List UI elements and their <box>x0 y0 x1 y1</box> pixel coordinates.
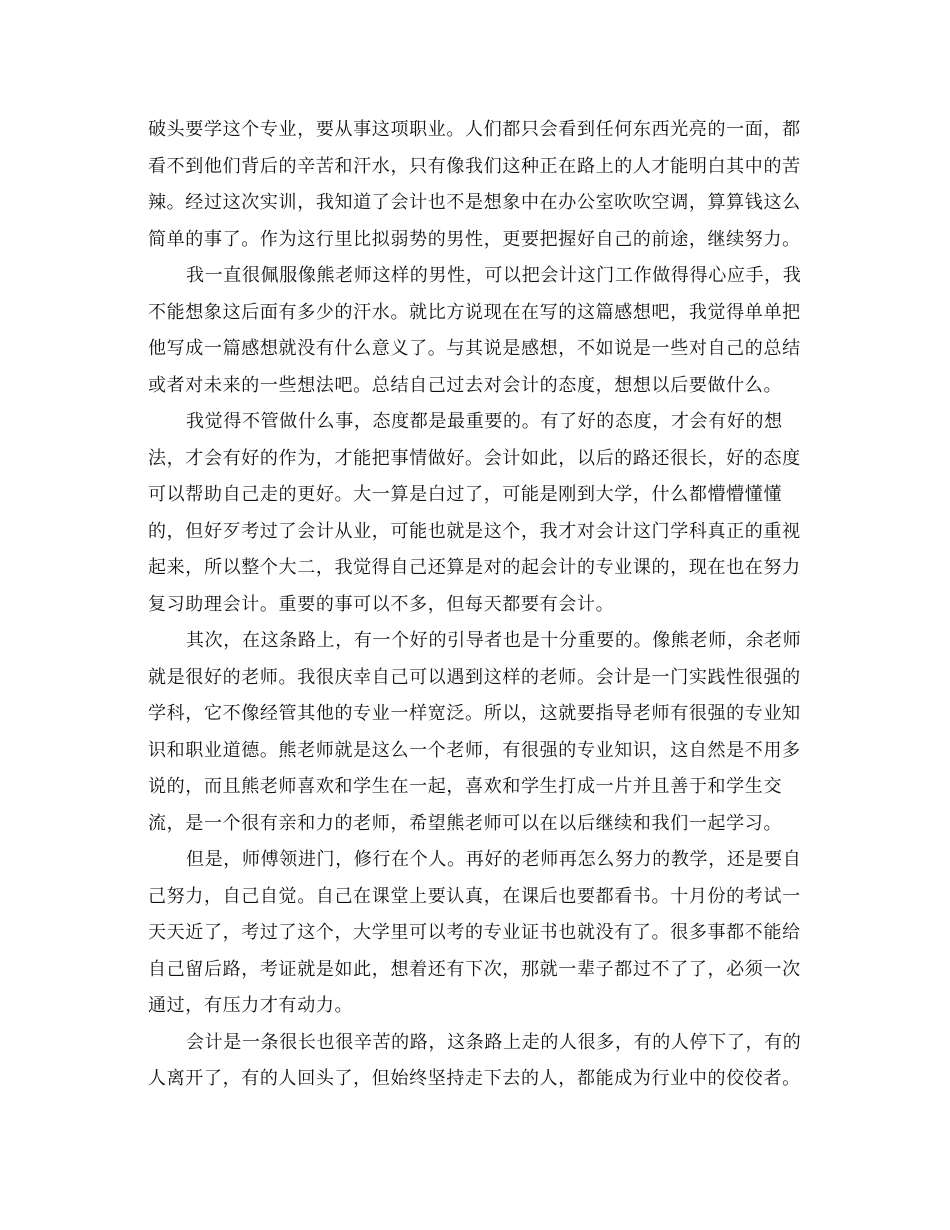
text-line: 天天近了，考过了这个，大学里可以考的专业证书也就没有了。很多事都不能给 <box>148 922 801 943</box>
text-line: 辣。经过这次实训，我知道了会计也不是想象中在办公室吹吹空调，算算钱这么 <box>148 192 801 213</box>
paragraph-6 <box>148 1025 802 1098</box>
text-line: 他写成一篇感想就没有什么意义了。与其说是感想，不如说是一些对自己的总结 <box>148 338 801 359</box>
text-line: 或者对未来的一些想法吧。总结自己过去对会计的态度，想想以后要做什么。 <box>148 374 783 396</box>
paragraph-4 <box>148 623 802 842</box>
text-line: 自己留后路，考证就是如此，想着还有下次，那就一辈子都过不了了，必须一次 <box>148 958 801 980</box>
text-line: 识和职业道德。熊老师就是这么一个老师，有很强的专业知识，这自然是不用多 <box>148 739 801 761</box>
text-line: 破头要学这个专业，要从事这项职业。人们都只会看到任何东西光亮的一面，都 <box>148 119 801 140</box>
text-line: 可以帮助自己走的更好。大一算是白过了，可能是刚到大学，什么都懵懵懂懂 <box>148 484 783 505</box>
paragraph-3 <box>148 404 802 623</box>
text-line: 法，才会有好的作为，才能把事情做好。会计如此，以后的路还很长，好的态度 <box>148 447 801 469</box>
text-line: 学科，它不像经管其他的专业一样宽泛。所以，这就要指导老师有很强的专业知 <box>148 703 801 724</box>
text-line: 起来，所以整个大二，我觉得自己还算是对的起会计的专业课的，现在也在努力 <box>148 557 801 578</box>
text-line: 但是，师傅领进门，修行在个人。再好的老师再怎么努力的教学，还是要自 <box>186 849 802 870</box>
document-body <box>148 112 802 1098</box>
paragraph-5 <box>148 842 802 1025</box>
paragraph-1 <box>148 112 802 258</box>
text-line: 不能想象这后面有多少的汗水。就比方说现在在写的这篇感想吧，我觉得单单把 <box>148 301 801 323</box>
text-line: 流，是一个很有亲和力的老师，希望熊老师可以在以后继续和我们一起学习。 <box>148 812 783 834</box>
text-line: 的，但好歹考过了会计从业，可能也就是这个，我才对会计这门学科真正的重视 <box>148 520 801 542</box>
text-line: 人离开了，有的人回头了，但始终坚持走下去的人，都能成为行业中的佼佼者。 <box>148 1068 801 1089</box>
text-line: 其次，在这条路上，有一个好的引导者也是十分重要的。像熊老师，余老师 <box>186 630 802 651</box>
text-line: 会计是一条很长也很辛苦的路，这条路上走的人很多，有的人停下了，有的 <box>186 1031 802 1053</box>
text-line: 看不到他们背后的辛苦和汗水，只有像我们这种正在路上的人才能明白其中的苦 <box>148 155 801 177</box>
text-line: 通过，有压力才有动力。 <box>148 995 354 1016</box>
text-line: 简单的事了。作为这行里比拟弱势的男性，更要把握好自己的前途，继续努力。 <box>148 228 801 250</box>
text-line: 就是很好的老师。我很庆幸自己可以遇到这样的老师。会计是一门实践性很强的 <box>148 666 801 688</box>
paragraph-2 <box>148 258 802 404</box>
text-line: 复习助理会计。重要的事可以不多，但每天都要有会计。 <box>148 593 615 615</box>
text-line: 我觉得不管做什么事，态度都是最重要的。有了好的态度，才会有好的想 <box>186 411 783 432</box>
text-line: 我一直很佩服像熊老师这样的男性，可以把会计这门工作做得得心应手，我 <box>186 265 802 286</box>
text-line: 说的，而且熊老师喜欢和学生在一起，喜欢和学生打成一片并且善于和学生交 <box>148 776 783 797</box>
text-line: 己努力，自己自觉。自己在课堂上要认真，在课后也要都看书。十月份的考试一 <box>148 885 801 907</box>
